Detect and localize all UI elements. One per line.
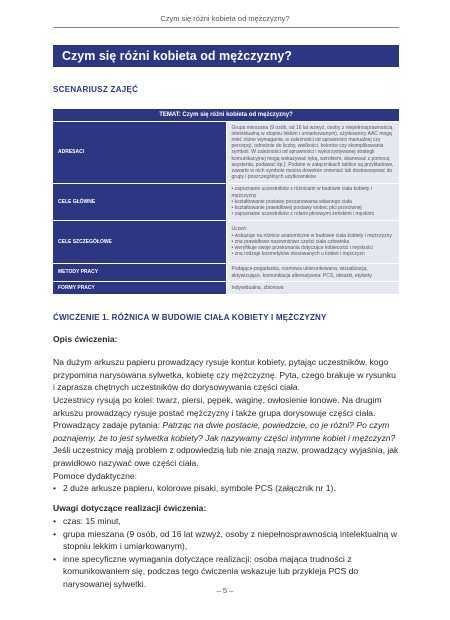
list-item: • kształtowanie postawy poszanowania własnego ciała	[232, 199, 395, 205]
table-row-addressees	[53, 122, 399, 184]
running-header: Czym się różni kobieta od mężczyzny?	[160, 14, 290, 23]
paragraph-2-end: Jeśli uczestnicy mają problem z odpowiedzią lub nie znają nazw, prowadzący wyjaśnia, jak prawidłowo nazywać owe części ciała.	[53, 445, 399, 468]
paragraph-1: Na dużym arkuszu papieru prowadzący rysuje kontur kobiety, pytając uczestników, kogo przypomina narysowana sylwetka, kobietę czy mężczyznę. Pyta, czego brakuje w rysunku i zaprasza chętnych uczestników do dorysowywania części ciała.	[53, 357, 396, 393]
paragraph-2-questions: Patrząc na dwie postacie, powiedzcie, co je różni? Po czym poznajemy, że to jest sylwetka kobiety? Jak nazywamy części intymne kobiet i mężczyzn?	[53, 420, 396, 443]
row-value: Indywidualna, zbiorowa	[226, 282, 399, 295]
table-title: TEMAT: Czym się różni kobieta od mężczyzny?	[53, 109, 399, 122]
scenario-table	[53, 109, 399, 295]
row-label: ADRESACI	[53, 122, 226, 184]
row-value	[226, 221, 399, 264]
list-item: • inne specyficzne wymagania dotyczące realizacji: osoba mająca trudności z komunikowaniem się, podczas tego ćwiczenia wskazuje lub przykleja PCS do narysowanej sylwetki.	[53, 553, 399, 591]
list-item: • zna rodzaje kosmetyków stosowanych u kobiet i mężczyzn	[232, 251, 395, 257]
row-label: FORMY PRACY	[53, 282, 226, 295]
list-item: • czas: 15 minut,	[53, 515, 399, 528]
table-row-methods	[53, 264, 399, 282]
table-row-specific-goals	[53, 221, 399, 264]
chapter-title: Czym się różni kobieta od mężczyzny?	[53, 45, 399, 67]
list-item: • weryfikuje swoje przekonania dotyczące kobiecości i męskości	[232, 245, 395, 251]
notes-heading: Uwagi dotyczące realizacji ćwiczenia:	[53, 503, 207, 513]
aids-list	[53, 482, 399, 495]
list-intro: Uczeń:	[231, 226, 248, 233]
row-value	[226, 184, 399, 221]
list-item: • zna prawidłowe nazewnictwo części ciała człowieka	[232, 239, 395, 245]
header-divider	[53, 27, 399, 28]
list-item: • 2 duże arkusze papieru, kolorowe pisaki, symbole PCS (załącznik nr 1).	[53, 482, 399, 495]
description-heading: Opis ćwiczenia:	[53, 334, 118, 344]
row-value: Podające-pogadanka, rozmowa ukierunkowana, wizualizacja, aktywizujące, komunikacja alternatywna: PCS, obrazki, etykiety	[226, 264, 399, 282]
paragraph-2	[53, 394, 399, 470]
page-number: – 5 –	[216, 586, 234, 595]
row-label: CELE GŁÓWNE	[53, 184, 226, 221]
aids-heading: Pomoce dydaktyczne:	[53, 471, 138, 481]
exercise-heading: ĆWICZENIE 1. RÓŻNICA W BUDOWIE CIAŁA KOBIETY I MĘŻCZYZNY	[53, 313, 327, 322]
list-item: • grupa mieszana (9 osób, od 16 lat wzwyż, osoby z niepełnosprawnością intelektualną w stopniu lekkim i umiarkowanym),	[53, 528, 399, 553]
table-row-main-goals	[53, 184, 399, 221]
list-item: • wskazuje na różnice anatomiczne w budowie ciała kobiety i mężczyzny	[232, 233, 395, 239]
notes-list	[53, 515, 399, 591]
list-item: • zapoznanie uczestników z różnicami w budowie ciała kobiety i mężczyzny	[232, 186, 395, 198]
row-label: CELE SZCZEGÓŁOWE	[53, 221, 226, 264]
goals-list	[232, 186, 395, 217]
paragraph-2-start: Uczestnicy rysują po kolei: twarz, piersi, pępek, waginę, owłosienie łonowe. Na drugim arkuszu prowadzący rysuje postać mężczyzny i także grupa dorysowuje części ciała. Prowadzący zadaje pytania:	[53, 395, 382, 431]
row-label: METODY PRACY	[53, 264, 226, 282]
list-item: • kształtowanie prawidłowej postawy wobec płci przeciwnej	[232, 205, 395, 211]
table-row-forms	[53, 282, 399, 295]
specific-goals-list	[232, 233, 395, 258]
section-heading: SCENARIUSZ ZAJĘĆ	[53, 85, 139, 94]
table-title-row	[53, 109, 399, 122]
list-item: • zapoznanie uczestników z rolami płciowymi żeńskimi i męskimi	[232, 211, 395, 217]
row-value: Grupa mieszana (9 osób, od 16 lat wzwyż, osoby z niepełnosprawnością intelektualną w stopniu lekkim i umiarkowanym), użytkownicy AAC mogą mieć różne wymagania, w zależności od sprawności manualnej czy percepcji, odnośnie do liczby, wielkości, kolorów czy skomplikowania symboli. W zależności od sprawności i wykorzystywanej strategii komunikacyjnej mogą wskazywać ręką, wzrokiem, skanować z pomocą asystenta, podawać itp.). Podane w załącznikach tablice są przykładowe, zawarte w nich symbole można dowolnie zmieniać lub dostosowywać do grupy i poszczególnych użytkowników.	[226, 122, 399, 184]
